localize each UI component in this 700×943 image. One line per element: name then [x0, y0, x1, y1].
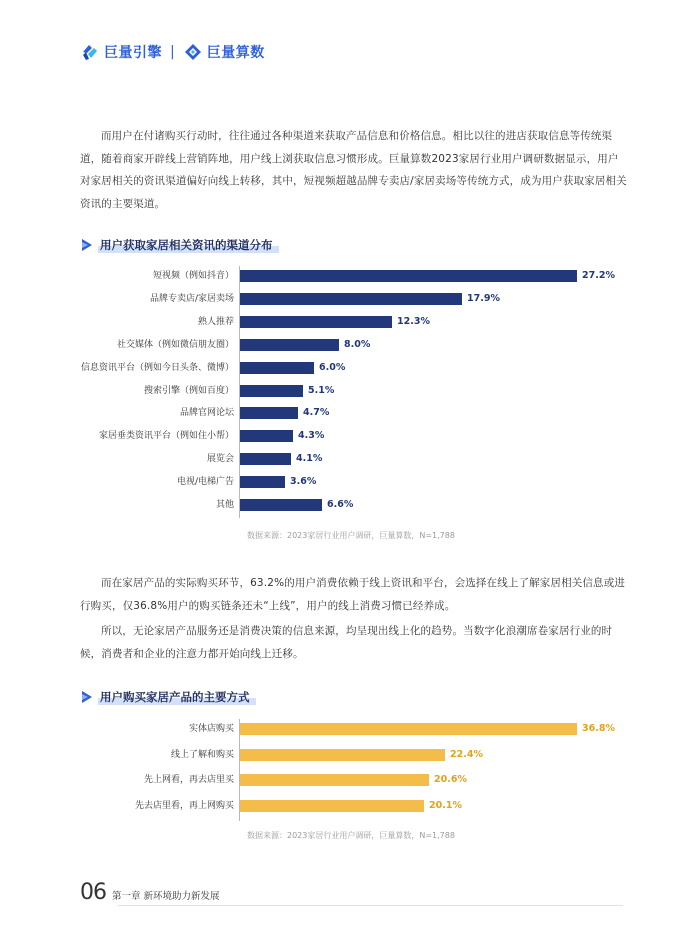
- bar-value-label: 8.0%: [344, 338, 371, 350]
- bar-value-label: 4.3%: [298, 430, 325, 442]
- logo2-text: 巨量算数: [206, 45, 265, 61]
- bar: [240, 430, 293, 442]
- bar: [240, 407, 298, 419]
- bar-value-label: 36.8%: [582, 723, 615, 734]
- bar-row: [0, 449, 700, 469]
- bar-category-label: 信息资讯平台（例如今日头条、微博）: [80, 362, 234, 373]
- bar-category-label: 先去店里看，再上网购买: [134, 800, 234, 811]
- bar-value-label: 20.6%: [434, 774, 467, 785]
- bar-category-label: 搜索引擎（例如百度）: [143, 385, 234, 396]
- bar: [240, 316, 392, 328]
- bar-row: [0, 358, 700, 378]
- bar: [240, 453, 291, 465]
- chart2-source: 数据来源：2023家居行业用户调研，巨量算数，N=1,788: [247, 831, 455, 840]
- bar-category-label: 家居垂类资讯平台（例如住小帮）: [98, 431, 234, 442]
- chart1-title: 用户获取家居相关资讯的渠道分布: [98, 237, 279, 253]
- bar: [240, 800, 424, 812]
- bar-row: [0, 796, 700, 816]
- bar-category-label: 电视/电梯广告: [176, 477, 234, 488]
- bar-row: [0, 426, 700, 446]
- bar-row: [0, 289, 700, 309]
- chart1-channel-distribution: [0, 266, 700, 518]
- bar-value-label: 4.1%: [296, 453, 323, 465]
- page-header: [80, 38, 265, 66]
- bar-category-label: 熟人推荐: [197, 316, 234, 327]
- bar-value-label: 12.3%: [397, 315, 430, 327]
- bar-row: [0, 719, 700, 739]
- bar-row: [0, 403, 700, 423]
- bar-value-label: 22.4%: [450, 748, 483, 760]
- bar-row: [0, 335, 700, 355]
- bar-category-label: 社交媒体（例如微信朋友圈）: [116, 339, 234, 350]
- bar-row: [0, 381, 700, 401]
- bar-row: [0, 495, 700, 515]
- bar-value-label: 6.6%: [327, 499, 354, 510]
- bar-value-label: 20.1%: [429, 799, 462, 811]
- juliang-suanshu-logo: [183, 42, 265, 62]
- bar-category-label: 线上了解和购买: [170, 749, 234, 760]
- section-marker-icon: [80, 690, 94, 704]
- section-marker-icon: [80, 238, 94, 252]
- chart2-title-block: [80, 688, 256, 706]
- page-footer: [80, 880, 220, 905]
- bar: [240, 362, 314, 374]
- bar: [240, 723, 577, 735]
- bar-category-label: 实体店购买: [188, 724, 234, 734]
- bar-row: [0, 312, 700, 332]
- chart2-purchase-methods: [0, 719, 700, 819]
- trend-paragraph: 所以，无论家居产品服务还是消费决策的信息来源，均呈现出线上化的趋势。当数字化浪潮席卷家居行业的时候，消费者和企业的注意力都开始向线上迁移。: [80, 625, 613, 660]
- bar: [240, 774, 429, 786]
- bar-category-label: 先上网看，再去店里买: [143, 775, 234, 785]
- bar: [240, 339, 339, 351]
- bar-value-label: 3.6%: [290, 476, 317, 488]
- bar-value-label: 4.7%: [303, 407, 330, 419]
- bar-row: [0, 266, 700, 286]
- bar: [240, 293, 462, 305]
- bar-row: [0, 745, 700, 765]
- bar-row: [0, 472, 700, 492]
- bar-value-label: 6.0%: [319, 361, 346, 373]
- chapter-title: 第一章 新环境助力新发展: [112, 891, 220, 902]
- bar-value-label: 17.9%: [467, 292, 500, 304]
- juliang-suanshu-logo-icon: [183, 42, 203, 62]
- bar-value-label: 5.1%: [308, 384, 335, 396]
- chart1-source: 数据来源：2023家居行业用户调研，巨量算数，N=1,788: [247, 531, 455, 540]
- bar: [240, 749, 445, 761]
- bar-category-label: 短视频（例如抖音）: [152, 271, 234, 281]
- bar: [240, 476, 285, 488]
- bar-value-label: 27.2%: [582, 270, 615, 281]
- bar-category-label: 其他: [215, 500, 234, 510]
- bar-category-label: 展览会: [206, 454, 234, 465]
- logo1-text: 巨量引擎: [104, 45, 162, 61]
- bar-category-label: 品牌专卖店/家居卖场: [149, 293, 234, 304]
- bar: [240, 270, 577, 282]
- footer-divider: [118, 905, 623, 906]
- ocean-engine-logo-icon: [80, 42, 100, 62]
- intro-paragraph: 而用户在付诸购买行动时，往往通过各种渠道来获取产品信息和价格信息。相比以往的进店获取信息等传统渠道，随着商家开辟线上营销阵地，用户线上浏获取信息习惯形成。巨量算数2023家居行业用户调研数据显示，用户对家居相关的资讯渠道偏好向线上转移，其中，短视频超越品牌专卖店/家居卖场等传统方式，成为用户获取家居相关资讯的主要渠道。: [80, 130, 627, 210]
- page-number: 06: [80, 880, 106, 905]
- ocean-engine-logo: [80, 42, 162, 62]
- bar-row: [0, 770, 700, 790]
- purchase-paragraph: 而在家居产品的实际购买环节，63.2%的用户消费依赖于线上资讯和平台，会选择在线上了解家居相关信息或进行购买，仅36.8%用户的购买链条还未“上线”，用户的线上消费习惯已经养成。: [80, 577, 626, 612]
- bar: [240, 499, 322, 511]
- bar: [240, 385, 303, 397]
- chart1-title-block: [80, 236, 279, 254]
- bar-category-label: 品牌官网论坛: [179, 408, 234, 419]
- logo-separator: |: [170, 44, 175, 60]
- chart2-title: 用户购买家居产品的主要方式: [98, 689, 256, 705]
